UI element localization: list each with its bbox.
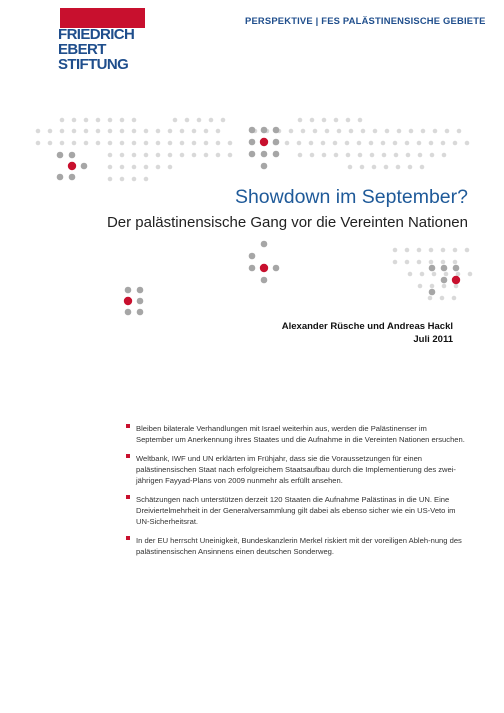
map-dot: [120, 141, 125, 146]
map-dot: [369, 141, 374, 146]
map-dot: [36, 129, 41, 134]
map-dot: [370, 153, 375, 158]
bullet-item: [126, 453, 466, 486]
map-dot: [132, 153, 137, 158]
map-dot: [124, 297, 132, 305]
map-dot: [357, 141, 362, 146]
map-dot: [442, 153, 447, 158]
bullet-item: [126, 423, 466, 445]
map-dot: [261, 163, 268, 170]
map-dot: [453, 260, 458, 265]
map-dot: [108, 118, 113, 123]
map-dot: [429, 141, 434, 146]
map-dot: [108, 129, 113, 134]
map-dot: [156, 129, 161, 134]
map-dot: [185, 118, 190, 123]
logo-line-3: STIFTUNG: [58, 56, 129, 73]
map-dot: [334, 118, 339, 123]
map-dot: [441, 141, 446, 146]
authors-block: [282, 320, 453, 346]
map-dot: [168, 141, 173, 146]
map-dot: [209, 118, 214, 123]
map-dot: [285, 141, 290, 146]
map-dot: [298, 118, 303, 123]
page-subtitle: Der palästinensische Gang vor die Vereinten Nationen: [106, 214, 468, 231]
map-dot: [36, 141, 41, 146]
bullet-marker: [126, 495, 130, 499]
map-dot: [168, 153, 173, 158]
map-dot: [441, 265, 448, 272]
map-dot: [381, 141, 386, 146]
map-dot: [418, 284, 423, 289]
map-dot: [108, 141, 113, 146]
map-dot: [156, 165, 161, 170]
map-dot: [393, 141, 398, 146]
map-dot: [298, 153, 303, 158]
map-dot: [441, 248, 446, 253]
logo-line-2: EBERT: [58, 41, 106, 58]
map-dot: [249, 127, 256, 134]
map-dot: [156, 141, 161, 146]
map-dot: [60, 141, 65, 146]
map-dot: [445, 129, 450, 134]
map-dot: [337, 129, 342, 134]
map-dot: [125, 287, 132, 294]
map-dot: [360, 165, 365, 170]
map-dot: [453, 141, 458, 146]
map-dot: [60, 129, 65, 134]
map-dot: [69, 174, 76, 181]
map-dot: [260, 138, 268, 146]
map-dot: [132, 118, 137, 123]
map-dot: [273, 151, 280, 158]
map-dot: [204, 141, 209, 146]
map-dot: [408, 165, 413, 170]
map-dot: [168, 129, 173, 134]
map-dot: [273, 127, 280, 134]
map-dot: [132, 165, 137, 170]
map-dot: [108, 177, 113, 182]
map-dot: [452, 296, 457, 301]
map-dot: [204, 153, 209, 158]
map-dot: [432, 272, 437, 277]
map-dot: [249, 253, 256, 260]
map-dot: [125, 309, 132, 316]
map-dot: [322, 153, 327, 158]
map-dot: [144, 165, 149, 170]
map-dot: [420, 272, 425, 277]
map-dot: [249, 265, 256, 272]
map-dot: [108, 153, 113, 158]
map-dot: [417, 260, 422, 265]
map-dot: [57, 174, 64, 181]
map-dot: [137, 287, 144, 294]
map-dot: [216, 141, 221, 146]
map-dot: [216, 153, 221, 158]
map-dot: [96, 141, 101, 146]
map-dot: [452, 276, 460, 284]
map-dot: [345, 141, 350, 146]
map-dot: [385, 129, 390, 134]
map-dot: [393, 248, 398, 253]
map-dot: [144, 141, 149, 146]
map-dot: [204, 129, 209, 134]
map-dot: [249, 139, 256, 146]
map-dot: [334, 153, 339, 158]
map-dot: [397, 129, 402, 134]
map-dot: [333, 141, 338, 146]
map-dot: [358, 153, 363, 158]
map-dot: [394, 153, 399, 158]
map-dot: [221, 118, 226, 123]
map-dot: [297, 141, 302, 146]
map-dot: [108, 165, 113, 170]
map-dot: [457, 129, 462, 134]
map-dot: [120, 165, 125, 170]
map-dot: [417, 141, 422, 146]
map-dot: [120, 153, 125, 158]
map-dot: [384, 165, 389, 170]
map-dot: [465, 141, 470, 146]
map-dot: [421, 129, 426, 134]
map-dot: [72, 141, 77, 146]
map-dot: [442, 284, 447, 289]
map-dot: [57, 152, 64, 159]
bullet-text: Schätzungen nach unterstützen derzeit 120 Staaten die Aufnahme Palästinas in die UN. Eine Dreiviertelmehrheit in der Generalversammlung gilt dabei als ebenso sicher wie ein US-Veto im UN-Sicherheitsrat.: [136, 495, 456, 526]
map-dot: [96, 118, 101, 123]
map-dot: [361, 129, 366, 134]
map-dot: [249, 151, 256, 158]
map-dot: [197, 118, 202, 123]
map-dot: [420, 165, 425, 170]
bullet-marker: [126, 454, 130, 458]
map-dot: [173, 118, 178, 123]
map-dot: [180, 153, 185, 158]
map-dot: [406, 153, 411, 158]
map-dot: [301, 129, 306, 134]
map-dot: [310, 118, 315, 123]
map-dot: [192, 129, 197, 134]
map-dot: [418, 153, 423, 158]
map-dot: [48, 129, 53, 134]
map-dot: [429, 265, 436, 272]
map-dot: [156, 153, 161, 158]
map-dot: [309, 141, 314, 146]
map-dot: [216, 129, 221, 134]
map-dot: [430, 284, 435, 289]
summary-bullets: [126, 423, 466, 565]
map-dot: [405, 260, 410, 265]
map-dot: [325, 129, 330, 134]
series-label: PERSPEKTIVE | FES PALÄSTINENSISCHE GEBIETE: [245, 15, 486, 26]
map-dot: [180, 129, 185, 134]
map-dot: [228, 153, 233, 158]
map-dot: [310, 153, 315, 158]
map-dot: [417, 248, 422, 253]
map-dot: [441, 277, 448, 284]
map-dot: [137, 309, 144, 316]
map-dot: [261, 151, 268, 158]
bullet-item: [126, 535, 466, 557]
bullet-marker: [126, 424, 130, 428]
map-dot: [440, 296, 445, 301]
map-dot: [144, 177, 149, 182]
map-dot: [372, 165, 377, 170]
map-dot: [348, 165, 353, 170]
bullet-marker: [126, 536, 130, 540]
map-dot: [453, 265, 460, 272]
map-dot: [144, 129, 149, 134]
map-dot: [430, 153, 435, 158]
logo-line-1: FRIEDRICH: [58, 26, 135, 43]
map-dot: [382, 153, 387, 158]
map-dot: [81, 163, 88, 170]
map-dot: [346, 153, 351, 158]
map-dot: [313, 129, 318, 134]
map-dot: [393, 260, 398, 265]
map-dot: [373, 129, 378, 134]
map-dot: [441, 260, 446, 265]
map-dot: [346, 118, 351, 123]
map-dot: [261, 277, 268, 284]
publication-date: Juli 2011: [413, 334, 453, 345]
map-dot: [84, 118, 89, 123]
map-dot: [429, 260, 434, 265]
map-dot: [132, 177, 137, 182]
map-dot: [405, 248, 410, 253]
map-dot: [428, 296, 433, 301]
map-dot: [260, 264, 268, 272]
map-dot: [180, 141, 185, 146]
bullet-text: Bleiben bilaterale Verhandlungen mit Israel weiterhin aus, werden die Palästinenser im September um Anerkennung ihres Staates und die Aufnahme in die Vereinten Nationen ersuchen.: [136, 424, 465, 444]
map-dot: [468, 272, 473, 277]
map-dot: [48, 141, 53, 146]
map-dot: [322, 118, 327, 123]
map-dot: [144, 153, 149, 158]
map-dot: [120, 129, 125, 134]
map-dot: [72, 129, 77, 134]
map-dot: [429, 248, 434, 253]
map-dot: [68, 162, 76, 170]
map-dot: [456, 272, 461, 277]
map-dot: [405, 141, 410, 146]
map-dot: [358, 118, 363, 123]
bullet-text: In der EU herrscht Uneinigkeit, Bundeskanzlerin Merkel riskiert mit der voreiligen Ableh-nung des palästinensischen Ansinnens einen deutschen Sonderweg.: [136, 536, 462, 556]
map-dot: [192, 141, 197, 146]
map-dot: [321, 141, 326, 146]
map-dot: [60, 118, 65, 123]
map-dot: [349, 129, 354, 134]
bullet-item: [126, 494, 466, 527]
bullet-text: Weltbank, IWF und UN erklärten im Frühjahr, dass sie die Voraussetzungen für einen palästinensischen Staat nach erfolgreichem Staatsaufbau durch die Implementierung des zwei-jährigen Fayyad-Plans von 2009 nunmehr als erfüllt ansehen.: [136, 454, 456, 485]
map-dot: [261, 241, 268, 248]
map-dot: [273, 265, 280, 272]
authors: Alexander Rüsche und Andreas Hackl: [281, 321, 453, 332]
map-dot: [408, 272, 413, 277]
map-dot: [96, 129, 101, 134]
map-dot: [465, 248, 470, 253]
map-dot: [72, 118, 77, 123]
map-dot: [453, 248, 458, 253]
map-dot: [261, 127, 268, 134]
map-dot: [429, 289, 436, 296]
map-dot: [289, 129, 294, 134]
map-dot: [69, 152, 76, 159]
map-dot: [444, 272, 449, 277]
map-dot: [168, 165, 173, 170]
map-dot: [433, 129, 438, 134]
map-dot: [120, 118, 125, 123]
map-dot: [454, 284, 459, 289]
map-dot: [192, 153, 197, 158]
page-title: Showdown im September?: [234, 186, 468, 208]
map-dot: [396, 165, 401, 170]
map-dot: [84, 129, 89, 134]
map-dot: [409, 129, 414, 134]
map-dot: [132, 129, 137, 134]
map-dot: [132, 141, 137, 146]
map-dot: [228, 141, 233, 146]
map-dot: [84, 141, 89, 146]
map-dot: [137, 298, 144, 305]
map-dot: [120, 177, 125, 182]
map-dot: [273, 139, 280, 146]
